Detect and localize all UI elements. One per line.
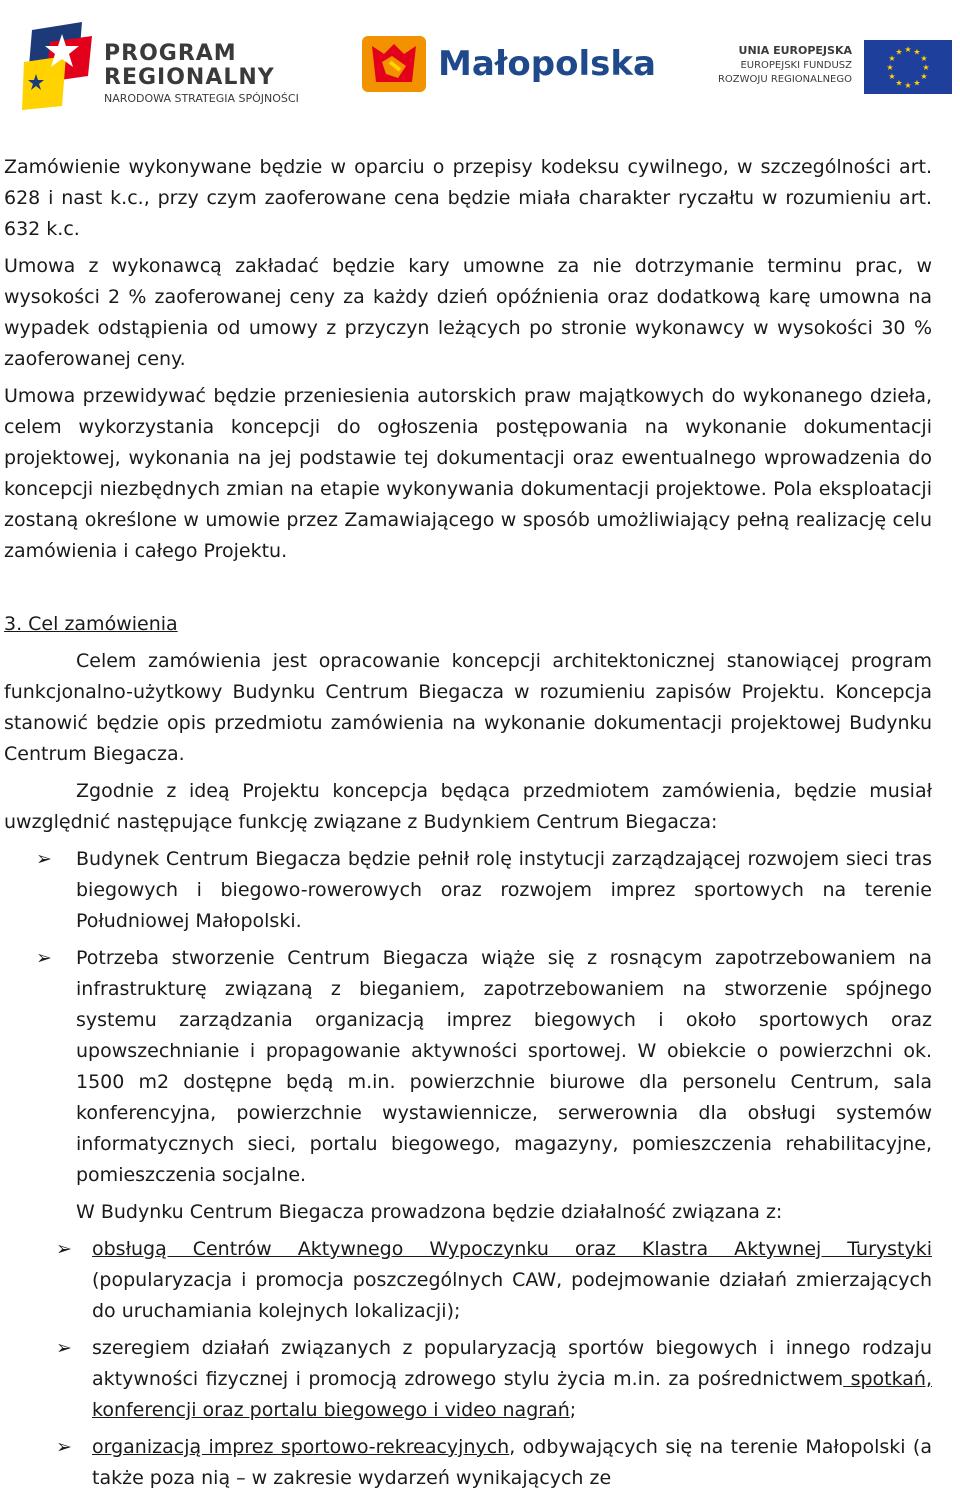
functions-list xyxy=(4,844,932,1191)
eu-line1: UNIA EUROPEJSKA xyxy=(738,44,852,57)
list-item-underlined-text: spotkań, konferencji oraz portalu biegowego i video nagrań xyxy=(92,1368,933,1421)
program-regionalny-line3: NARODOWA STRATEGIA SPÓJNOŚCI xyxy=(104,92,299,105)
program-regionalny-emblem-icon xyxy=(22,22,104,110)
arrow-bullet-icon: ➢ xyxy=(56,1337,72,1359)
malopolska-emblem-icon xyxy=(362,36,426,92)
list-item xyxy=(4,1432,932,1494)
program-regionalny-logo xyxy=(22,22,322,112)
eu-line3: ROZWOJU REGIONALNEGO xyxy=(717,74,852,85)
eu-line2: EUROPEJSKI FUNDUSZ xyxy=(740,60,852,71)
arrow-bullet-icon: ➢ xyxy=(56,1436,72,1458)
list-item-underlined-text: organizacją imprez sportowo-rekreacyjnych xyxy=(92,1436,510,1458)
svg-text:★: ★ xyxy=(904,81,912,90)
arrow-bullet-icon: ➢ xyxy=(36,848,52,870)
svg-text:★: ★ xyxy=(895,47,903,57)
paragraph-copyrights: Umowa przewidywać będzie przeniesienia autorskich praw majątkowych do wykonanego dzieła, celem wykorzystania koncepcji do ogłoszenia postępowania na wykonanie dokumentacji projektowej, wykonania na jej podstawie tej dokumentacji oraz ewentualnego wprowadzenia do koncepcji niezbędnych zmian na etapie wykonywania dokumentacji projektowe. Pola eksploatacji zostaną określone w umowie przez Zamawiającego w sposób umożliwiający pełną realizację celu zamówienia i całego Projektu. xyxy=(4,385,932,562)
svg-text:★: ★ xyxy=(904,45,912,54)
list-item xyxy=(4,1234,932,1327)
svg-text:★: ★ xyxy=(913,78,921,88)
svg-text:★: ★ xyxy=(920,54,928,63)
malopolska-logo xyxy=(362,36,662,96)
section-heading-cel-zamowienia: 3. Cel zamówienia xyxy=(4,613,178,635)
list-item-text: , odbywających się na terenie Małopolski (a także poza nią – w zakresie wydarzeń wynikających ze xyxy=(92,1436,932,1489)
list-item xyxy=(4,1333,932,1426)
list-item-text-end: ; xyxy=(569,1399,577,1421)
paragraph-penalties: Umowa z wykonawcą zakładać będzie kary umowne za nie dotrzymanie terminu prac, w wysokości 2 % zaoferowanej ceny za każdy dzień opóźnienia oraz dodatkową karę umowna na wypadek odstąpienia od umowy z przyczyn leżących po stronie wykonawcy w wysokości 30 % zaoferowanej ceny. xyxy=(4,255,932,370)
paragraph-contract-basis: Zamówienie wykonywane będzie w oparciu o przepisy kodeksu cywilnego, w szczególności art. 628 i nast k.c., przy czym zaoferowane cena będzie miała charakter ryczałtu w rozumieniu art. 632 k.c. xyxy=(4,156,932,240)
header-logos xyxy=(0,0,960,120)
paragraph-purpose: Celem zamówienia jest opracowanie koncepcji architektonicznej stanowiącej program funkcjonalno-użytkowy Budynku Centrum Biegacza w rozumieniu zapisów Projektu. Koncepcja stanowić będzie opis przedmiotu zamówienia na wykonanie dokumentacji projektowej Budynku Centrum Biegacza. xyxy=(4,650,932,765)
svg-text:★: ★ xyxy=(888,54,896,63)
program-regionalny-line2: REGIONALNY xyxy=(104,65,275,90)
activities-list xyxy=(4,1234,932,1494)
svg-text:★: ★ xyxy=(920,72,928,81)
program-regionalny-line1: PROGRAM xyxy=(104,41,237,66)
list-item-text: Budynek Centrum Biegacza będzie pełnił rolę instytucji zarządzającej rozwojem sieci tras biegowych i biegowo-rowerowych oraz rozwojem imprez sportowych na terenie Południowej Małopolski. xyxy=(76,848,932,932)
arrow-bullet-icon: ➢ xyxy=(56,1238,72,1260)
list-item-underlined-text: obsługą Centrów Aktywnego Wypoczynku oraz Klastra Aktywnej Turystyki xyxy=(92,1238,932,1260)
activities-section xyxy=(4,1197,932,1228)
svg-text:★: ★ xyxy=(895,78,903,88)
svg-text:★: ★ xyxy=(913,47,921,57)
svg-text:★: ★ xyxy=(922,63,930,72)
list-item-text: (popularyzacja i promocja poszczególnych CAW, podejmowanie działań zmierzających do uruchamiania kolejnych lokalizacji); xyxy=(92,1269,932,1322)
list-item-text: szeregiem działań związanych z popularyzacją sportów biegowych i innego rodzaju aktywności fizycznej i promocją zdrowego stylu życia m.in. za pośrednictwem xyxy=(92,1337,932,1390)
svg-text:★: ★ xyxy=(886,63,894,72)
document-body xyxy=(4,152,932,1500)
malopolska-name: Małopolska xyxy=(438,44,656,84)
list-item-text: Potrzeba stworzenie Centrum Biegacza wiąże się z rosnącym zapotrzebowaniem na infrastrukturę związaną z bieganiem, zapotrzebowaniem na stworzenie spójnego systemu zarządzania organizacją imprez biegowych i około sportowych oraz upowszechnianie i propagowanie aktywności sportowej. W obiekcie o powierzchni ok. 1500 m2 dostępne będą m.in. powierzchnie biurowe dla personelu Centrum, sala konferencyjna, powierzchnie wystawiennicze, serwerownia dla obsługi systemów informatycznych sieci, portalu biegowego, magazyny, pomieszczenia rehabilitacyjne, pomieszczenia socjalne. xyxy=(76,947,932,1186)
list-item xyxy=(4,943,932,1191)
eu-logo xyxy=(700,40,952,96)
list-item xyxy=(4,844,932,937)
paragraph-functions-intro: Zgodnie z ideą Projektu koncepcja będąca przedmiotem zamówienia, będzie musiał uwzględnić następujące funkcję związane z Budynkiem Centrum Biegacza: xyxy=(4,780,932,833)
eu-flag-icon xyxy=(864,40,952,94)
svg-text:★: ★ xyxy=(888,72,896,81)
activities-intro: W Budynku Centrum Biegacza prowadzona będzie działalność związana z: xyxy=(76,1201,783,1223)
arrow-bullet-icon: ➢ xyxy=(36,947,52,969)
